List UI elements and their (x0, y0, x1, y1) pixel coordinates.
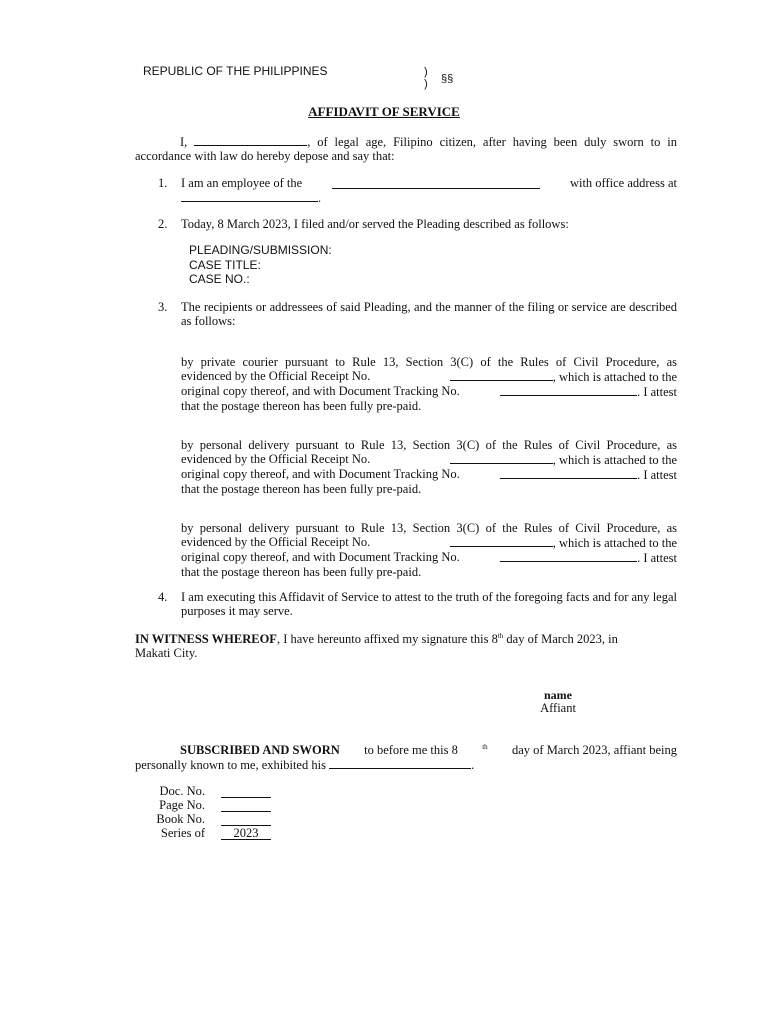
notarial-register (133, 784, 271, 840)
doc-no-row: Doc. No. (133, 784, 271, 798)
series-year: 2023 (221, 826, 271, 840)
item-3-number: 3. (158, 300, 168, 314)
item-2-text: Today, 8 March 2023, I filed and/or served the Pleading described as follows: (181, 217, 569, 231)
employer-blank (332, 177, 540, 189)
signatory-role: Affiant (540, 701, 576, 715)
intro-paragraph: I, , of legal age, Filipino citizen, after having been duly sworn to in accordance with law do hereby depose and say that: (135, 135, 678, 163)
item-2-number: 2. (158, 217, 168, 231)
tracking-blank (500, 467, 637, 479)
jurat-paragraph: SUBSCRIBED AND SWORN to before me this 8 $^{th}$ day of March 2023, affiant being personally known to me, exhibited his . (135, 742, 677, 772)
receipt-blank (450, 535, 553, 547)
affiant-name-blank (194, 134, 307, 146)
pleading-details (189, 243, 332, 287)
doc-no-field (221, 784, 271, 798)
item-4-text: I am executing this Affidavit of Service to attest to the truth of the foregoing facts and for any legal purposes it may serve. (181, 590, 677, 618)
signatory-name: name (544, 688, 572, 702)
book-no-field (221, 812, 271, 826)
book-no-row: Book No. (133, 812, 271, 826)
republic-header: REPUBLIC OF THE PHILIPPINES (143, 64, 328, 78)
service-block: by private courier pursuant to Rule 13, Section 3(C) of the Rules of Civil Procedure, as evidenced by the Official Receipt No. , which is attached to the original copy thereof, and with Document Tracking No. . I attest that the postage thereon has been fully pre-paid. (181, 355, 677, 413)
receipt-blank (450, 452, 553, 464)
tracking-blank (500, 384, 637, 396)
witness-paragraph: IN WITNESS WHEREOF, I have hereunto affixed my signature this 8th day of March 2023, in Makati City. (135, 631, 618, 660)
page-no-field (221, 798, 271, 812)
page-no-row: Page No. (133, 798, 271, 812)
item-1-text: I am an employee of the with office address at . (181, 176, 677, 205)
item-1-number: 1. (158, 176, 168, 190)
tracking-blank (500, 550, 637, 562)
venue-parenthesis: ) ) (424, 66, 428, 90)
id-blank (329, 757, 471, 769)
case-title-label: CASE TITLE: (189, 257, 261, 272)
series-row: Series of 2023 (133, 826, 271, 840)
case-no-label: CASE NO.: (189, 272, 250, 286)
receipt-blank (450, 369, 553, 381)
service-block: by personal delivery pursuant to Rule 13, Section 3(C) of the Rules of Civil Procedure, as evidenced by the Official Receipt No. , which is attached to the original copy thereof, and with Document Tracking No. . I attest that the postage thereon has been fully pre-paid. (181, 438, 677, 496)
service-block: by personal delivery pursuant to Rule 13, Section 3(C) of the Rules of Civil Procedure, as evidenced by the Official Receipt No. , which is attached to the original copy thereof, and with Document Tracking No. . I attest that the postage thereon has been fully pre-paid. (181, 521, 677, 579)
item-3-text: The recipients or addressees of said Pleading, and the manner of the filing or service are described as follows: (181, 300, 677, 328)
ss-mark: §§ (441, 73, 454, 85)
item-4-number: 4. (158, 590, 168, 604)
pleading-label: PLEADING/SUBMISSION: (189, 243, 332, 257)
office-address-blank (181, 190, 318, 202)
document-title: AFFIDAVIT OF SERVICE (308, 104, 460, 119)
